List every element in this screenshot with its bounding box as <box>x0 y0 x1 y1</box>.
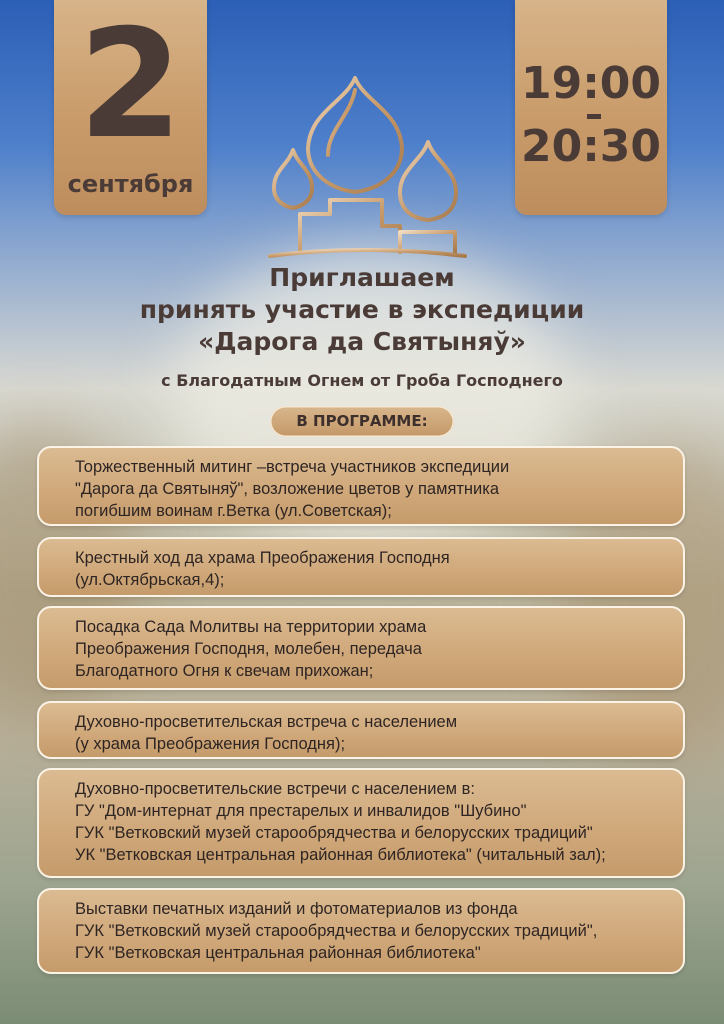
date-day: 2 <box>78 0 183 172</box>
program-item-line: Посадка Сада Молитвы на территории храма <box>75 618 427 636</box>
program-item-line: Духовно-просветительские встречи с населением в: <box>75 780 475 798</box>
program-item-line: "Дарога да Святыняў", возложение цветов у памятника <box>75 480 500 498</box>
time-card <box>515 0 667 215</box>
cross-icon <box>345 25 365 76</box>
date-card <box>54 0 207 215</box>
program-item-line: ГУ "Дом-интернат для престарелых и инвалидов "Шубино" <box>75 802 527 820</box>
program-item-line: Выставки печатных изданий и фотоматериалов из фонда <box>75 900 518 918</box>
expedition-title: «Дарога да Святыняў» <box>198 327 526 356</box>
program-item-line: Благодатного Огня к свечам прихожан; <box>75 662 374 680</box>
time-end: 20:30 <box>520 121 662 172</box>
church-domes-icon <box>250 20 480 265</box>
program-item <box>37 701 685 759</box>
invite-line-1: Приглашаем <box>269 263 455 292</box>
program-item-line: погибшим воинам г.Ветка (ул.Советская); <box>75 502 392 520</box>
program-item-line: Преображения Господня, молебен, передача <box>75 640 422 658</box>
time-separator <box>587 114 601 119</box>
invite-subtitle: с Благодатным Огнем от Гроба Господнего <box>161 371 563 390</box>
program-item-line: УК "Ветковская центральная районная библиотека" (читальный зал); <box>75 846 606 864</box>
program-item-line: Крестный ход да храма Преображения Господня <box>75 549 450 567</box>
program-item <box>37 888 685 974</box>
program-item-line: ГУК "Ветковская центральная районная библиотека" <box>75 944 481 962</box>
date-month: сентября <box>67 170 194 198</box>
program-item-line: Торжественный митинг –встреча участников экспедиции <box>75 458 510 476</box>
program-item-line: ГУК "Ветковский музей старообрядчества и белорусских традиций", <box>75 922 598 940</box>
program-item-line: (ул.Октябрьская,4); <box>75 571 225 589</box>
program-item <box>37 606 685 690</box>
program-item <box>37 446 685 526</box>
program-label: В ПРОГРАММЕ: <box>270 406 454 437</box>
program-item-line: ГУК "Ветковский музей старообрядчества и белорусских традиций" <box>75 824 593 842</box>
program-item-line: Духовно-просветительская встреча с населением <box>75 713 458 731</box>
program-item-line: (у храма Преображения Господня); <box>75 735 346 753</box>
invite-line-2: принять участие в экспедиции <box>139 295 585 324</box>
time-start: 19:00 <box>520 58 662 109</box>
program-item <box>37 768 685 878</box>
program-item <box>37 537 685 597</box>
